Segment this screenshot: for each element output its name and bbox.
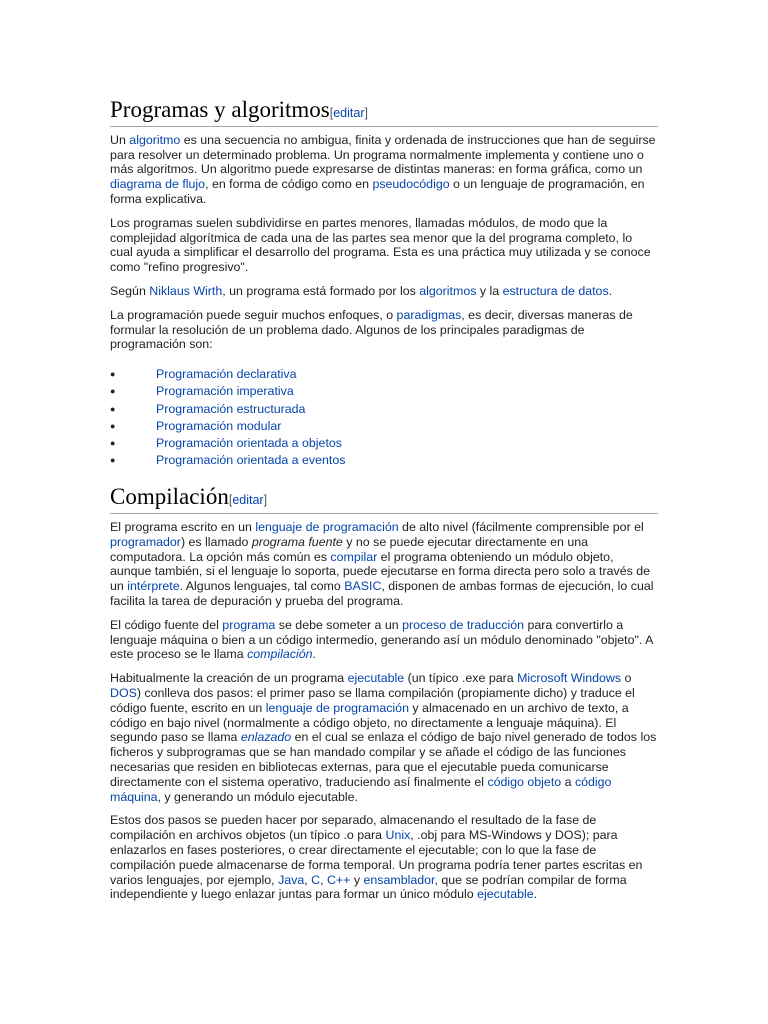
list-item bbox=[110, 383, 658, 400]
link-codigo-objeto[interactable]: código objeto bbox=[487, 774, 562, 789]
link-programacion-imperativa[interactable]: Programación imperativa bbox=[156, 384, 294, 399]
paradigm-list bbox=[110, 366, 658, 469]
section-heading-programas bbox=[110, 96, 658, 127]
link-paradigmas[interactable]: paradigmas bbox=[396, 307, 462, 322]
link-java[interactable]: Java bbox=[278, 872, 305, 887]
paragraph-codigo-fuente: El código fuente del programa se debe someter a un proceso de traducción para convertirlo a lenguaje máquina o bien a un código intermedio, generando así un módulo denominado "objeto". A este proceso se le llama compilación. bbox=[110, 617, 653, 662]
link-algoritmos[interactable]: algoritmos bbox=[419, 283, 477, 298]
list-item bbox=[110, 401, 658, 418]
edit-section-link: [editar] bbox=[228, 493, 268, 508]
list-item bbox=[110, 418, 658, 435]
bullet-icon: ● bbox=[110, 437, 116, 448]
link-basic[interactable]: BASIC bbox=[344, 579, 382, 594]
link-ejecutable-2[interactable]: ejecutable bbox=[477, 887, 534, 902]
link-compilar[interactable]: compilar bbox=[330, 549, 378, 564]
paragraph-pasos: Estos dos pasos se pueden hacer por separado, almacenando el resultado de la fase de compilación en archivos objetos (un típico .o para Unix, .obj para MS-Windows y DOS); para enlazarlos en fases posteriores, o crear directamente el ejecutable; con lo que la fase de compilación puede almacenarse de forma temporal. Un programa podría tener partes escritas en varios lenguajes, por ejemplo, Java, C, C++ y ensamblador, que se podrían compilar de forma independiente y luego enlazar juntas para formar un único módulo ejecutable. bbox=[110, 813, 643, 902]
link-lenguaje-de-programacion[interactable]: lenguaje de programación bbox=[255, 520, 399, 535]
link-programacion-orientada-a-objetos[interactable]: Programación orientada a objetos bbox=[156, 435, 342, 450]
link-lenguaje-de-programacion-2[interactable]: lenguaje de programación bbox=[265, 700, 409, 715]
paragraph-modulos: Los programas suelen subdividirse en partes menores, llamadas módulos, de modo que la complejidad algorítmica de cada una de las partes sea menor que la del programa completo, lo cual ayuda a simplificar el desarrollo del programa. Esta es una práctica muy utilizada y se conoce como "refino progresivo". bbox=[110, 215, 651, 275]
paragraph-paradigmas: La programación puede seguir muchos enfoques, o paradigmas, es decir, diversas maneras de formular la resolución de un problema dado. Algunos de los principales paradigmas de programación son: bbox=[110, 307, 633, 352]
link-programador[interactable]: programador bbox=[110, 534, 181, 549]
link-compilacion[interactable]: compilación bbox=[247, 647, 313, 662]
paragraph-ejecutable: Habitualmente la creación de un programa ejecutable (un típico .exe para Microsoft Windows o DOS) conlleva dos pasos: el primer paso se llama compilación (propiamente dicho) y traduce el código fuente, escrito en un lenguaje de programación y almacenado en un archivo de texto, a código en bajo nivel (normalmente a código objeto, no directamente a lenguaje máquina). El segundo paso se llama enlazado en el cual se enlaza el código de bajo nivel generado de todos los ficheros y subprogramas que se han mandado compilar y se añade el código de las funciones necesarias que residen en bibliotecas externas, para que el ejecutable pueda comunicarse directamente con el sistema operativo, traduciendo así finalmente el código objeto a código máquina, y generando un módulo ejecutable. bbox=[110, 671, 657, 804]
paragraph-programa-fuente: El programa escrito en un lenguaje de programación de alto nivel (fácilmente comprensible por el programador) es llamado programa fuente y no se puede ejecutar directamente en una computadora. La opción más común es compilar el programa obteniendo un módulo objeto, aunque también, si el lenguaje lo soporta, puede ejecutarse en forma directa pero solo a través de un intérprete. Algunos lenguajes, tal como BASIC, disponen de ambas formas de ejecución, lo cual facilita la tarea de depuración y prueba del programa. bbox=[110, 520, 654, 609]
edit-link[interactable]: editar bbox=[232, 493, 264, 508]
link-proceso-de-traduccion[interactable]: proceso de traducción bbox=[402, 617, 524, 632]
term-programa-fuente: programa fuente bbox=[251, 534, 343, 549]
link-dos[interactable]: DOS bbox=[110, 686, 137, 701]
link-microsoft-windows[interactable]: Microsoft Windows bbox=[517, 671, 622, 686]
paragraph-wirth: Según Niklaus Wirth, un programa está formado por los algoritmos y la estructura de datos. bbox=[110, 283, 613, 298]
link-interprete[interactable]: intérprete bbox=[127, 579, 180, 594]
link-programacion-modular[interactable]: Programación modular bbox=[156, 418, 282, 433]
link-estructura-de-datos[interactable]: estructura de datos bbox=[502, 283, 609, 298]
bullet-icon: ● bbox=[110, 369, 116, 380]
link-ejecutable[interactable]: ejecutable bbox=[347, 671, 405, 686]
link-unix[interactable]: Unix bbox=[385, 828, 411, 843]
link-pseudocodigo[interactable]: pseudocódigo bbox=[372, 177, 450, 192]
link-cpp[interactable]: C++ bbox=[326, 872, 351, 887]
bullet-icon: ● bbox=[110, 403, 116, 414]
link-niklaus-wirth[interactable]: Niklaus Wirth bbox=[149, 283, 223, 298]
section-title: Compilación bbox=[110, 484, 229, 510]
section-title: Programas y algoritmos bbox=[110, 97, 330, 122]
bullet-icon: ● bbox=[110, 386, 116, 397]
link-programacion-orientada-a-eventos[interactable]: Programación orientada a eventos bbox=[156, 453, 346, 468]
link-algoritmo[interactable]: algoritmo bbox=[129, 132, 181, 147]
link-ensamblador[interactable]: ensamblador bbox=[363, 872, 435, 887]
edit-section-link: [editar] bbox=[329, 106, 368, 120]
link-programacion-declarativa[interactable]: Programación declarativa bbox=[156, 367, 297, 382]
link-diagrama-de-flujo[interactable]: diagrama de flujo bbox=[110, 177, 206, 192]
link-codigo-maquina[interactable]: código máquina bbox=[110, 774, 612, 804]
bullet-icon: ● bbox=[110, 455, 116, 466]
section-heading-compilacion bbox=[110, 483, 658, 514]
paragraph-algoritmo: Un algoritmo es una secuencia no ambigua, finita y ordenada de instrucciones que han de seguirse para resolver un determinado problema. Un programa normalmente implementa y contiene uno o más algoritmos. Un algoritmo puede expresarse de distintas maneras: en forma gráfica, como un diagrama de flujo, en forma de código como en pseudocódigo o un lenguaje de programación, en forma explicativa. bbox=[110, 132, 656, 206]
link-programacion-estructurada[interactable]: Programación estructurada bbox=[156, 401, 306, 416]
article-content bbox=[110, 96, 658, 911]
list-item bbox=[110, 366, 658, 383]
link-enlazado[interactable]: enlazado bbox=[240, 730, 292, 745]
list-item bbox=[110, 435, 658, 452]
edit-link[interactable]: editar bbox=[333, 106, 365, 120]
list-item bbox=[110, 452, 658, 469]
link-c[interactable]: C bbox=[311, 872, 321, 887]
bullet-icon: ● bbox=[110, 420, 116, 431]
link-programa[interactable]: programa bbox=[222, 617, 276, 632]
